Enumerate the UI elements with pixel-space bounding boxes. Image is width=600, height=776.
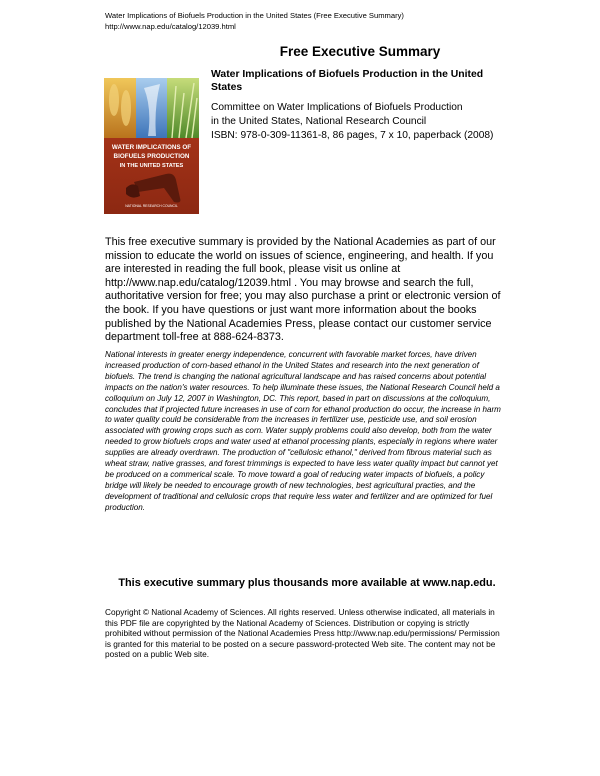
page-header bbox=[105, 10, 404, 32]
book-info bbox=[211, 101, 551, 143]
cover-title-line1: WATER IMPLICATIONS OF bbox=[111, 144, 192, 151]
book-title: Water Implications of Biofuels Production in the United States bbox=[211, 69, 484, 93]
cover-title-line3: IN THE UNITED STATES bbox=[119, 163, 184, 169]
cover-title-line2: BIOFUELS PRODUCTION bbox=[113, 153, 190, 160]
header-title: Water Implications of Biofuels Production in the United States (Free Executive Summary) bbox=[105, 11, 404, 20]
intro-paragraph: This free executive summary is provided by the National Academies as part of our mission to educate the world on issues of science, engineering, and health. If you are interested in reading the full book, please visit us online at http://www.nap.edu/catalog/12039.html . You may browse and search the full, authoritative version for free; you may also purchase a print or electronic version of the book. If you have questions or just want more information about the books published by the National Academies Press, please contact our customer service department toll-free at 888-624-8373. bbox=[105, 236, 501, 344]
book-author-line1: Committee on Water Implications of Biofuels Production bbox=[211, 102, 463, 113]
copyright-notice: Copyright © National Academy of Sciences. All rights reserved. Unless otherwise indicated, all materials in this PDF file are copyrighted by the National Academy of Sciences. Distribution or copying is strictly prohibited without permission of the National Academies Press http://www.nap.edu/permissions/ Permission is granted for this material to be posted on a secure password-protected Web site. The content may not be posted on a public Web site. bbox=[105, 607, 500, 660]
book-author-line2: in the United States, National Research Council bbox=[211, 116, 427, 127]
cover-publisher: NATIONAL RESEARCH COUNCIL bbox=[125, 204, 178, 208]
abstract-paragraph: National interests in greater energy independence, concurrent with favorable market forces, have driven increased production of corn-based ethanol in the United States and research into the next generation of biofuels. The trend is changing the national agricultural landscape and has raised concerns about potential impacts on the nation's water resources. To help illuminate these issues, the National Research Council held a colloquium on July 12, 2007 in Washington, DC. This report, based in part on discussions at the colloquium, concludes that if projected future increases in use of corn for ethanol production do occur, the increase in harm to water quality could be considerable from the increases in fertilizer use, pesticide use, and soil erosion associated with growing crops such as corn. Water supply problems could also develop, both from the water needed to grow biofuels crops and water used at ethanol processing plants, especially in regions where water supplies are already overdrawn. The production of "cellulosic ethanol," derived from fibrous material such as wheat straw, native grasses, and forest trimmings is expected to have less water quality impact but cannot yet be produced on a commerical scale. To move toward a goal of reducing water impacts of biofuels, a policy bridge will likely be needed to encourage growth of new technologies, best agricultural practies, and the development of traditional and cellulosic crops that require less water and fertilizer and are optimized for fuel production. bbox=[105, 350, 501, 512]
page-title: Free Executive Summary bbox=[279, 44, 441, 59]
book-cover-image bbox=[104, 78, 199, 214]
header-url[interactable]: http://www.nap.edu/catalog/12039.html bbox=[105, 22, 236, 31]
promo-line: This executive summary plus thousands more available at www.nap.edu. bbox=[118, 577, 496, 589]
book-isbn: ISBN: 978-0-309-11361-8, 86 pages, 7 x 10, paperback (2008) bbox=[211, 130, 494, 141]
